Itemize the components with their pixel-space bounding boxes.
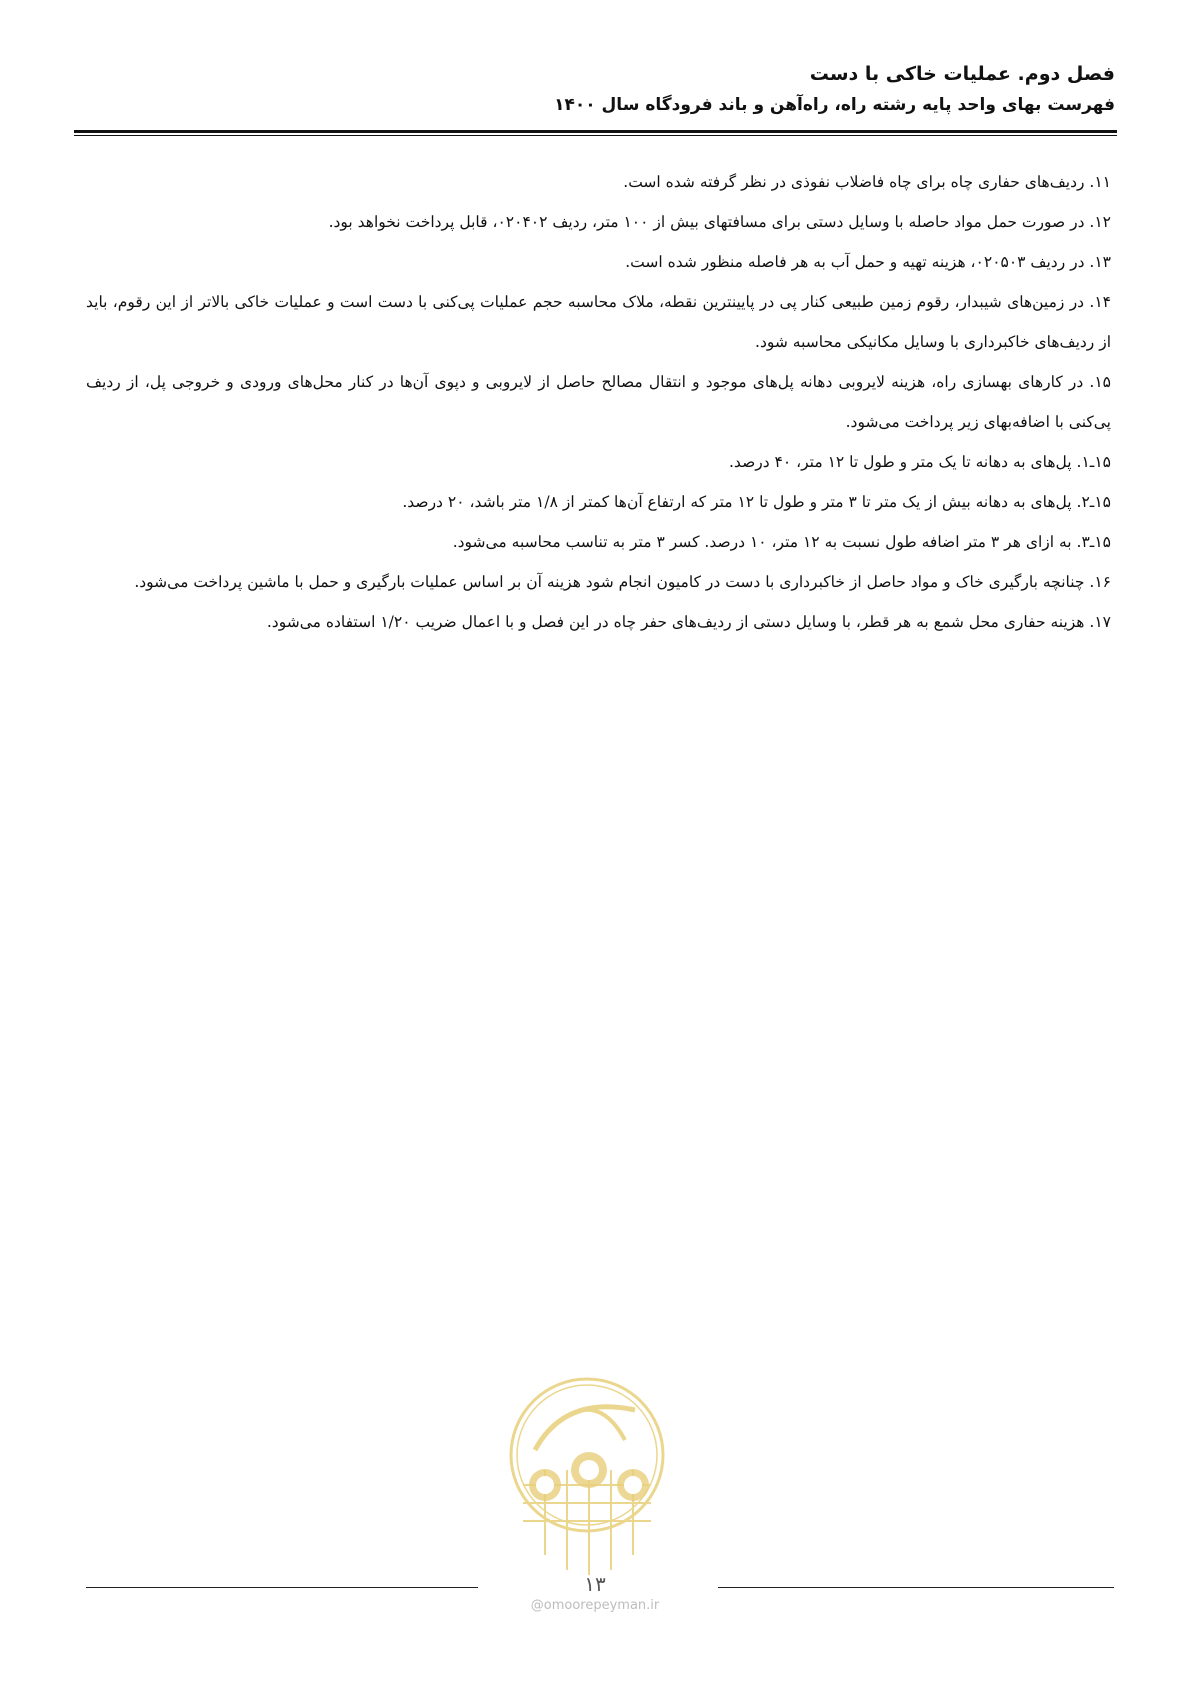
footer-rule-right: [718, 1587, 1114, 1588]
chapter-title: فصل دوم. عملیات خاکی با دست: [809, 63, 1115, 85]
watermark-url: @omoorepeyman.ir: [530, 1598, 660, 1613]
note-item-12: ۱۲. در صورت حمل مواد حاصله با وسایل دستی برای مسافتهای بیش از ۱۰۰ متر، ردیف ۰۲۰۴۰۲، قابل پرداخت نخواهد بود.: [328, 213, 1111, 231]
header-rule-thick: [74, 130, 1117, 133]
note-item-13: ۱۳. در ردیف ۰۲۰۵۰۳، هزینه تهیه و حمل آب به هر فاصله منظور شده است.: [625, 253, 1111, 271]
header-rule-thin: [74, 135, 1117, 136]
page-header: [100, 58, 1115, 120]
price-list-title: فهرست بهای واحد پایه رشته راه، راه‌آهن و باند فرودگاه سال ۱۴۰۰: [554, 95, 1115, 115]
note-item-15-3: ۱۵ـ۳. به ازای هر ۳ متر اضافه طول نسبت به ۱۲ متر، ۱۰ درصد. کسر ۳ متر به تناسب محاسبه می‌شود.: [452, 533, 1111, 551]
footer-rule-left: [86, 1587, 478, 1588]
watermark-logo: [505, 1355, 670, 1585]
document-body: [86, 162, 1111, 642]
note-item-15-2: ۱۵ـ۲. پل‌های به دهانه بیش از یک متر تا ۳ متر و طول تا ۱۲ متر که ارتفاع آن‌ها کمتر از ۱/۸ متر باشد، ۲۰ درصد.: [402, 493, 1111, 511]
note-item-17: ۱۷. هزینه حفاری محل شمع به هر قطر، با وسایل دستی از ردیف‌های حفر چاه در این فصل و با اعمال ضریب ۱/۲۰ استفاده می‌شود.: [266, 613, 1111, 631]
page-number: ۱۳: [584, 1572, 606, 1596]
note-item-14: ۱۴. در زمین‌های شیبدار، رقوم زمین طبیعی کنار پی در پایینترین نقطه، ملاک محاسبه حجم عملیات پی‌کنی با دست است و عملیات خاکی بالاتر از این رقوم، باید از ردیف‌های خاکبرداری با وسایل مکانیکی محاسبه شود.: [86, 293, 1111, 351]
note-item-15: ۱۵. در کارهای بهسازی راه، هزینه لایروبی دهانه پل‌های موجود و انتقال مصالح حاصل از لایروبی و دپوی آن‌ها در کنار محل‌های ورودی و خروجی پل، از ردیف پی‌کنی با اضافه‌بهای زیر پرداخت می‌شود.: [86, 373, 1111, 431]
note-item-11: ۱۱. ردیف‌های حفاری چاه برای چاه فاضلاب نفوذی در نظر گرفته شده است.: [623, 173, 1111, 191]
note-item-16: ۱۶. چنانچه بارگیری خاک و مواد حاصل از خاکبرداری با دست در کامیون انجام شود هزینه آن بر اساس عملیات بارگیری و حمل با ماشین پرداخت می‌شود.: [134, 573, 1111, 591]
note-item-15-1: ۱۵ـ۱. پل‌های به دهانه تا یک متر و طول تا ۱۲ متر، ۴۰ درصد.: [729, 453, 1111, 471]
